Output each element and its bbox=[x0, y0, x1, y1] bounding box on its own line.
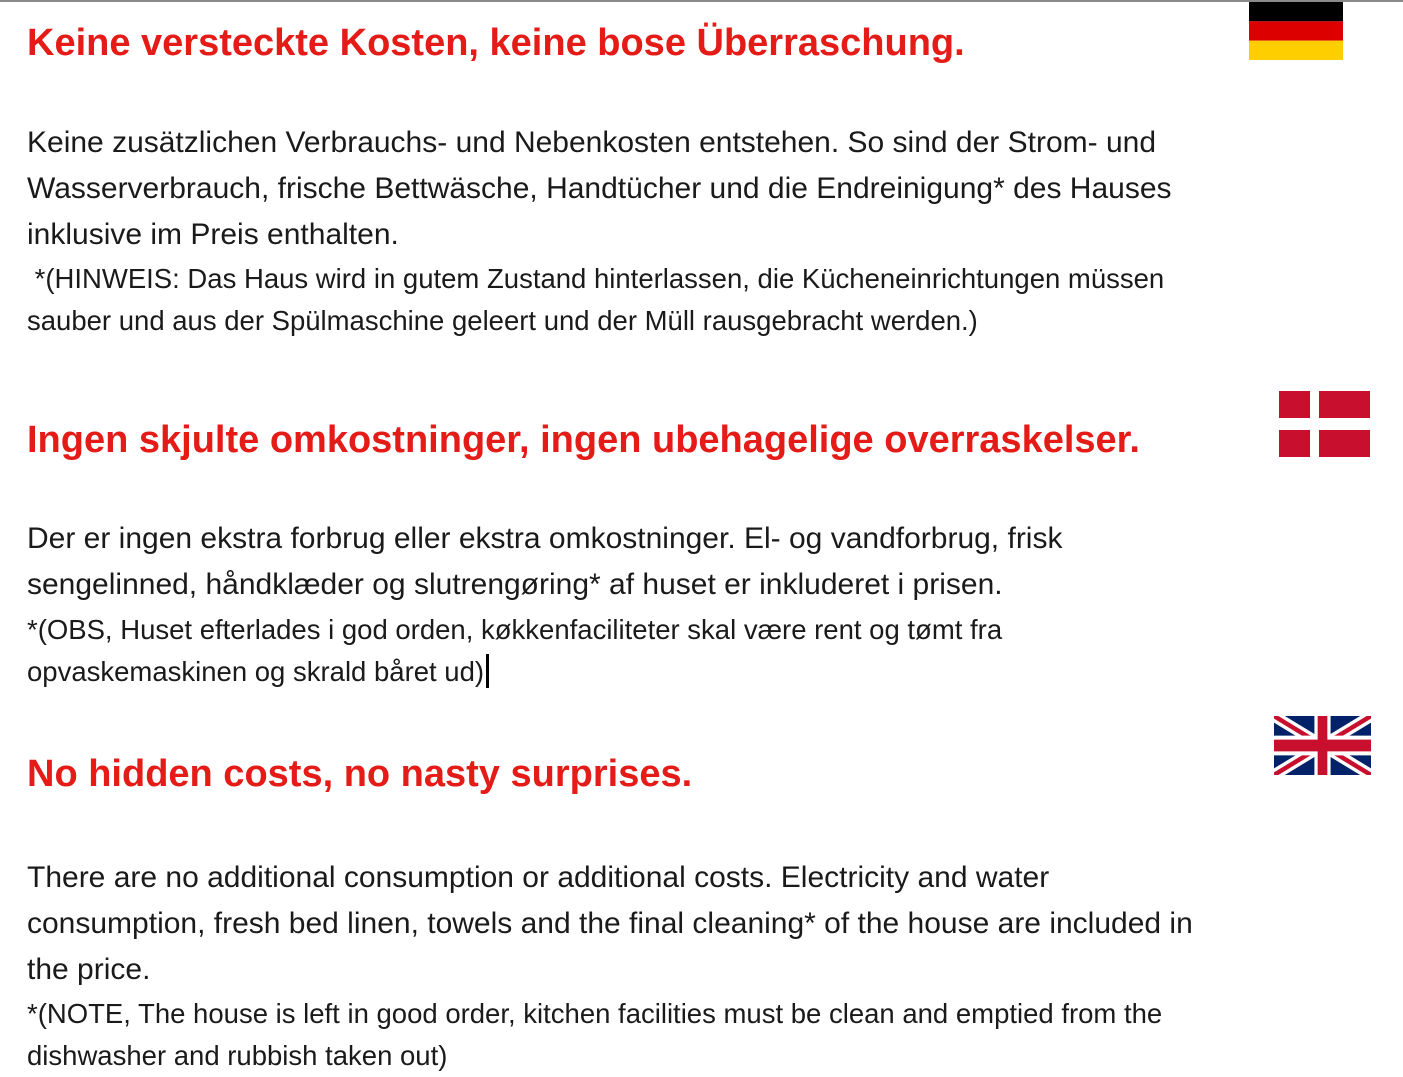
paragraph-danish bbox=[27, 516, 1062, 608]
note-line: opvaskemaskinen og skrald båret ud) bbox=[27, 656, 485, 687]
denmark-flag-icon bbox=[1279, 391, 1370, 457]
paragraph-line: There are no additional consumption or additional costs. Electricity and water bbox=[27, 861, 1050, 894]
note-english bbox=[27, 993, 1162, 1077]
note-line: dishwasher and rubbish taken out) bbox=[27, 1040, 448, 1071]
note-line: *(OBS, Huset efterlades i god orden, køkkenfaciliteter skal være rent og tømt fra bbox=[27, 614, 1003, 645]
paragraph-english bbox=[27, 855, 1193, 993]
germany-flag-icon bbox=[1249, 2, 1343, 60]
paragraph-line: consumption, fresh bed linen, towels and the final cleaning* of the house are included in bbox=[27, 907, 1193, 940]
uk-flag-icon bbox=[1274, 716, 1371, 775]
paragraph-line: inklusive im Preis enthalten. bbox=[27, 218, 399, 251]
note-line: *(HINWEIS: Das Haus wird in gutem Zustand hinterlassen, die Kücheneinrichtungen müssen bbox=[27, 263, 1165, 294]
paragraph-line: sengelinned, håndklæder og slutrengøring* af huset er inkluderet i prisen. bbox=[27, 568, 1003, 601]
paragraph-german bbox=[27, 120, 1172, 258]
text-cursor bbox=[486, 654, 489, 688]
heading-english: No hidden costs, no nasty surprises. bbox=[27, 753, 693, 795]
note-line: *(NOTE, The house is left in good order, kitchen facilities must be clean and emptied from the bbox=[27, 998, 1163, 1029]
top-divider bbox=[0, 0, 1403, 2]
heading-german: Keine versteckte Kosten, keine bose Überraschung. bbox=[27, 22, 965, 64]
note-line-with-caret bbox=[27, 651, 1002, 693]
paragraph-line: Der er ingen ekstra forbrug eller ekstra omkostninger. El- og vandforbrug, frisk bbox=[27, 522, 1063, 555]
paragraph-line: Wasserverbrauch, frische Bettwäsche, Handtücher und die Endreinigung* des Hauses bbox=[27, 172, 1172, 205]
note-german bbox=[27, 258, 1164, 342]
paragraph-line: the price. bbox=[27, 953, 151, 986]
heading-danish: Ingen skjulte omkostninger, ingen ubehagelige overraskelser. bbox=[27, 419, 1140, 461]
paragraph-line: Keine zusätzlichen Verbrauchs- und Nebenkosten entstehen. So sind der Strom- und bbox=[27, 126, 1157, 159]
note-danish bbox=[27, 609, 1002, 693]
note-line: sauber und aus der Spülmaschine geleert und der Müll rausgebracht werden.) bbox=[27, 305, 978, 336]
